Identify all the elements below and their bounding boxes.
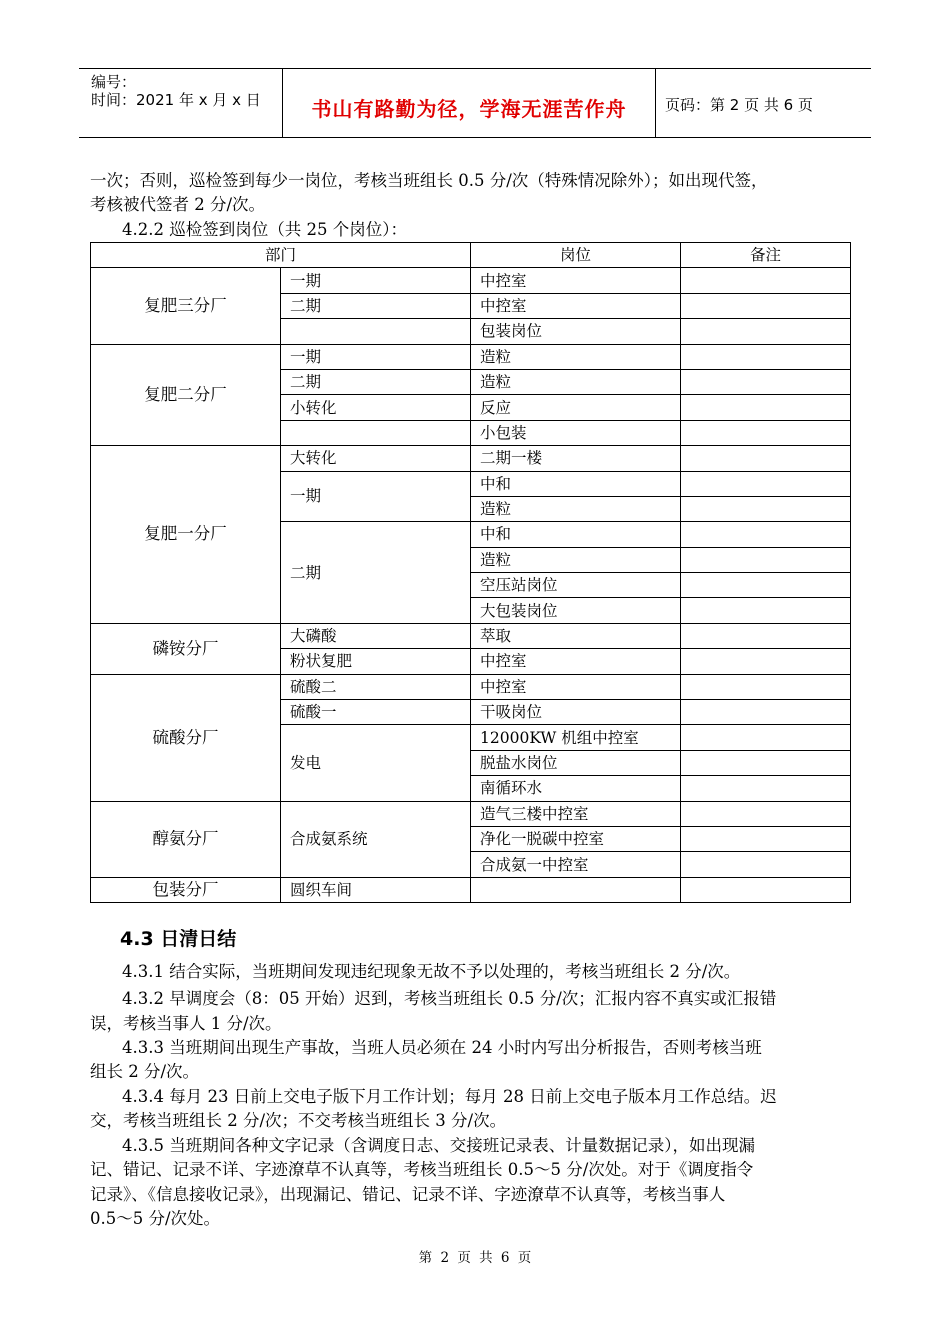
remark-cell <box>681 598 851 623</box>
remark-cell <box>681 700 851 725</box>
header-remark: 备注 <box>681 243 851 268</box>
unit-cell: 二期 <box>281 522 471 624</box>
remark-cell <box>681 471 851 496</box>
table-row <box>91 344 851 369</box>
post-cell: 造粒 <box>471 547 681 572</box>
paragraph-line: 4.3.1 结合实际，当班期间发现违纪现象无故不予以处理的，考核当班组长 2 分/次。 <box>122 962 741 981</box>
header-post: 岗位 <box>471 243 681 268</box>
unit-cell: 二期 <box>281 293 471 318</box>
remark-cell <box>681 344 851 369</box>
unit-cell: 硫酸一 <box>281 700 471 725</box>
paragraph-line: 0.5～5 分/次处。 <box>90 1209 221 1228</box>
post-cell: 干吸岗位 <box>471 700 681 725</box>
post-cell: 净化一脱碳中控室 <box>471 826 681 851</box>
remark-cell <box>681 522 851 547</box>
paragraph-line: 误，考核当事人 1 分/次。 <box>90 1014 282 1033</box>
table-row <box>91 877 851 902</box>
post-cell: 包装岗位 <box>471 319 681 344</box>
remark-cell <box>681 776 851 801</box>
table-row <box>91 446 851 471</box>
header-dept: 部门 <box>91 243 471 268</box>
post-cell: 小包装 <box>471 420 681 445</box>
post-cell: 二期一楼 <box>471 446 681 471</box>
unit-cell: 粉状复肥 <box>281 649 471 674</box>
remark-cell <box>681 877 851 902</box>
unit-cell: 二期 <box>281 369 471 394</box>
table-row <box>91 268 851 293</box>
header-meta-cell <box>79 69 282 137</box>
dept-cell: 包装分厂 <box>91 877 281 902</box>
remark-cell <box>681 420 851 445</box>
paragraph-line: 组长 2 分/次。 <box>90 1062 200 1081</box>
unit-cell: 合成氨系统 <box>281 801 471 877</box>
remark-cell <box>681 319 851 344</box>
document-date: 时间：2021 年 x 月 x 日 <box>91 91 261 109</box>
header-page-code: 页码：第 2 页 共 6 页 <box>665 96 813 114</box>
post-cell: 大包装岗位 <box>471 598 681 623</box>
table-header-row <box>91 243 851 268</box>
table-row <box>91 801 851 826</box>
unit-cell: 一期 <box>281 344 471 369</box>
remark-cell <box>681 725 851 750</box>
paragraph-line: 考核被代签者 2 分/次。 <box>90 195 266 214</box>
remark-cell <box>681 649 851 674</box>
remark-cell <box>681 293 851 318</box>
post-cell: 造粒 <box>471 369 681 394</box>
post-cell: 中和 <box>471 471 681 496</box>
remark-cell <box>681 268 851 293</box>
unit-cell <box>281 319 471 344</box>
post-cell: 反应 <box>471 395 681 420</box>
paragraph-line: 一次；否则，巡检签到每少一岗位，考核当班组长 0.5 分/次（特殊情况除外）；如出现代签， <box>90 171 768 190</box>
dept-cell: 醇氨分厂 <box>91 801 281 877</box>
unit-cell <box>281 420 471 445</box>
remark-cell <box>681 674 851 699</box>
post-cell: 造粒 <box>471 344 681 369</box>
paragraph-line: 4.3.5 当班期间各种文字记录（含调度日志、交接班记录表、计量数据记录），如出现漏 <box>122 1136 755 1155</box>
dept-cell: 复肥一分厂 <box>91 446 281 624</box>
post-cell: 空压站岗位 <box>471 573 681 598</box>
paragraph-line: 记录》、《信息接收记录》，出现漏记、错记、记录不详、字迹潦草不认真等，考核当事人 <box>90 1185 726 1204</box>
remark-cell <box>681 623 851 648</box>
dept-cell: 磷铵分厂 <box>91 623 281 674</box>
paragraph-line: 4.3.4 每月 23 日前上交电子版下月工作计划；每月 28 日前上交电子版本月工作总结。迟 <box>122 1087 777 1106</box>
remark-cell <box>681 369 851 394</box>
remark-cell <box>681 496 851 521</box>
post-cell: 造气三楼中控室 <box>471 801 681 826</box>
post-cell: 造粒 <box>471 496 681 521</box>
post-cell: 12000KW 机组中控室 <box>471 725 681 750</box>
section-heading: 4.3 日清日结 <box>120 928 237 950</box>
document-number: 编号： <box>91 73 137 91</box>
unit-cell: 硫酸二 <box>281 674 471 699</box>
post-cell: 中和 <box>471 522 681 547</box>
remark-cell <box>681 573 851 598</box>
unit-cell: 大转化 <box>281 446 471 471</box>
paragraph-line: 4.3.3 当班期间出现生产事故，当班人员必须在 24 小时内写出分析报告，否则考核当班 <box>122 1038 762 1057</box>
inspection-posts-table <box>90 242 851 903</box>
post-cell: 中控室 <box>471 674 681 699</box>
header-motto: 书山有路勤为径，学海无涯苦作舟 <box>311 97 627 121</box>
remark-cell <box>681 750 851 775</box>
post-cell <box>471 877 681 902</box>
page-header <box>79 68 871 138</box>
post-cell: 脱盐水岗位 <box>471 750 681 775</box>
post-cell: 中控室 <box>471 268 681 293</box>
unit-cell: 一期 <box>281 268 471 293</box>
post-cell: 南循环水 <box>471 776 681 801</box>
table-row <box>91 674 851 699</box>
remark-cell <box>681 826 851 851</box>
post-cell: 中控室 <box>471 293 681 318</box>
remark-cell <box>681 446 851 471</box>
dept-cell: 复肥二分厂 <box>91 344 281 446</box>
unit-cell: 发电 <box>281 725 471 801</box>
paragraph-line: 交，考核当班组长 2 分/次；不交考核当班组长 3 分/次。 <box>90 1111 507 1130</box>
paragraph-line: 记、错记、记录不详、字迹潦草不认真等，考核当班组长 0.5～5 分/次处。对于《调度指令 <box>90 1160 754 1179</box>
remark-cell <box>681 395 851 420</box>
unit-cell: 一期 <box>281 471 471 522</box>
dept-cell: 复肥三分厂 <box>91 268 281 344</box>
header-page-cell <box>655 69 871 137</box>
post-cell: 中控室 <box>471 649 681 674</box>
page-footer: 第 2 页 共 6 页 <box>418 1250 532 1266</box>
post-cell: 萃取 <box>471 623 681 648</box>
dept-cell: 硫酸分厂 <box>91 674 281 801</box>
remark-cell <box>681 801 851 826</box>
post-cell: 合成氨一中控室 <box>471 852 681 877</box>
unit-cell: 圆织车间 <box>281 877 471 902</box>
unit-cell: 大磷酸 <box>281 623 471 648</box>
table-row <box>91 623 851 648</box>
table-caption: 4.2.2 巡检签到岗位（共 25 个岗位）： <box>122 220 407 239</box>
header-motto-cell <box>282 69 656 137</box>
unit-cell: 小转化 <box>281 395 471 420</box>
remark-cell <box>681 852 851 877</box>
remark-cell <box>681 547 851 572</box>
paragraph-line: 4.3.2 早调度会（8：05 开始）迟到，考核当班组长 0.5 分/次；汇报内容不真实或汇报错 <box>122 989 777 1008</box>
